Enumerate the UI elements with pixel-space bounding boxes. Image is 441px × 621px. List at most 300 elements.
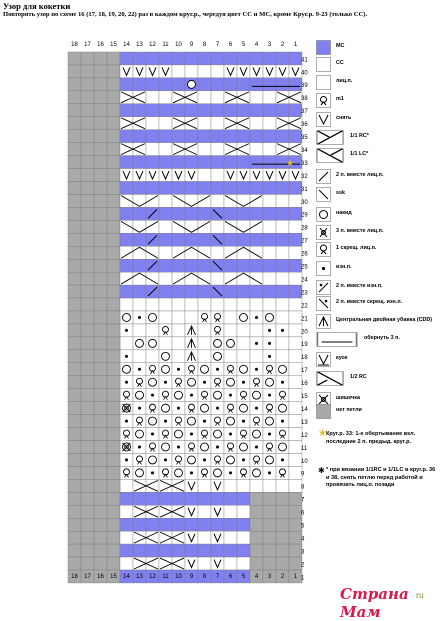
legend-label: 1 скрещ. лиц.п. <box>336 245 377 251</box>
chart-cell <box>276 337 289 350</box>
chart-cell <box>250 156 263 169</box>
chart-cell <box>276 363 289 376</box>
chart-cell <box>185 453 198 466</box>
chart-cell <box>185 207 198 220</box>
chart-cell <box>250 285 263 298</box>
no-stitch-cell <box>107 466 120 479</box>
chart-cell <box>263 156 276 169</box>
chart-cell <box>107 78 120 91</box>
purl-symbol <box>281 381 284 384</box>
chart-cell <box>211 492 224 505</box>
purl-symbol <box>255 342 258 345</box>
chart-cell <box>159 117 172 130</box>
chart-cell <box>198 428 211 441</box>
chart-cell <box>185 285 198 298</box>
chart-cell <box>94 259 107 272</box>
chart-cell <box>237 505 250 518</box>
chart-cell <box>146 298 159 311</box>
chart-cell <box>94 311 107 324</box>
chart-cell <box>185 441 198 454</box>
chart-cell <box>107 169 120 182</box>
chart-cell <box>237 402 250 415</box>
chart-cell <box>146 311 159 324</box>
purl-symbol <box>255 407 258 410</box>
chart-cell <box>237 363 250 376</box>
no-stitch-cell <box>107 428 120 441</box>
chart-cell <box>81 350 94 363</box>
chart-cell <box>120 78 133 91</box>
chart-cell <box>211 156 224 169</box>
chart-cell <box>198 466 211 479</box>
chart-cell <box>276 130 289 143</box>
chart-cell <box>237 233 250 246</box>
knit-icon <box>316 75 331 90</box>
chart-cell <box>172 389 185 402</box>
col-number-top: 5 <box>241 42 246 48</box>
chart-cell <box>237 441 250 454</box>
chart-cell <box>107 207 120 220</box>
row-number: 4 <box>301 536 305 543</box>
chart-cell <box>94 207 107 220</box>
col-number-bottom: 18 <box>71 574 78 580</box>
chart-cell <box>276 557 289 570</box>
chart-cell <box>224 441 237 454</box>
chart-cell <box>146 479 159 492</box>
chart-cell <box>185 182 198 195</box>
no-stitch-cell <box>107 311 120 324</box>
legend-label: 2 п. вместе лиц.п. <box>336 172 384 178</box>
chart-cell <box>276 350 289 363</box>
chart-cell <box>81 557 94 570</box>
chart-cell <box>198 492 211 505</box>
chart-cell <box>172 143 185 156</box>
chart-cell <box>185 194 198 207</box>
chart-cell <box>237 259 250 272</box>
chart-cell <box>159 285 172 298</box>
legend-label: шишечка <box>336 395 360 401</box>
chart-cell <box>94 428 107 441</box>
purl-symbol <box>255 445 258 448</box>
col-number-bottom: 1 <box>293 574 298 580</box>
chart-cell <box>172 337 185 350</box>
chart-cell <box>133 518 146 531</box>
chart-cell <box>250 415 263 428</box>
chart-cell <box>276 207 289 220</box>
chart-cell <box>185 156 198 169</box>
chart-cell <box>146 337 159 350</box>
chart-cell <box>224 415 237 428</box>
chart-cell <box>263 492 276 505</box>
col-number-bottom: 17 <box>84 574 91 580</box>
col-number-top: 15 <box>110 42 117 48</box>
chart-cell <box>68 156 81 169</box>
chart-cell <box>159 350 172 363</box>
chart-cell <box>237 246 250 259</box>
purl-symbol <box>268 394 271 397</box>
chart-cell <box>198 117 211 130</box>
row-number: 25 <box>301 264 308 271</box>
chart-cell <box>68 194 81 207</box>
legend-symbol <box>316 112 331 127</box>
chart-cell <box>250 233 263 246</box>
chart-cell <box>81 259 94 272</box>
purl-symbol <box>164 458 167 461</box>
chart-cell <box>81 285 94 298</box>
chart-cell <box>263 143 276 156</box>
chart-cell <box>68 505 81 518</box>
chart-cell <box>159 505 172 518</box>
chart-cell <box>276 428 289 441</box>
purl-symbol <box>190 433 193 436</box>
chart-cell <box>94 479 107 492</box>
chart-cell <box>133 194 146 207</box>
chart-cell <box>185 376 198 389</box>
chart-cell <box>133 246 146 259</box>
chart-cell <box>263 285 276 298</box>
chart-cell <box>211 415 224 428</box>
chart-cell <box>68 233 81 246</box>
chart-cell <box>172 78 185 91</box>
chart-cell <box>198 182 211 195</box>
chart-cell <box>224 492 237 505</box>
chart-cell <box>237 78 250 91</box>
no-stitch-cell <box>107 402 120 415</box>
col-number-bottom: 7 <box>215 574 220 580</box>
cc-swatch <box>316 57 331 72</box>
chart-cell <box>211 104 224 117</box>
no-stitch-cell <box>107 415 120 428</box>
legend-symbol <box>316 93 331 108</box>
chart-cell <box>146 78 159 91</box>
rc-icon <box>316 130 344 145</box>
chart-cell <box>250 207 263 220</box>
chart-cell <box>159 272 172 285</box>
chart-cell <box>68 117 81 130</box>
chart-cell <box>211 298 224 311</box>
chart-cell <box>185 298 198 311</box>
chart-cell <box>198 298 211 311</box>
chart-cell <box>107 298 120 311</box>
chart-cell <box>68 441 81 454</box>
chart-cell <box>250 544 263 557</box>
chart-cell <box>237 130 250 143</box>
chart-cell <box>224 557 237 570</box>
chart-cell <box>120 311 133 324</box>
chart-cell <box>68 492 81 505</box>
chart-cell <box>146 130 159 143</box>
chart-cell <box>146 143 159 156</box>
chart-cell <box>224 350 237 363</box>
chart-cell <box>133 220 146 233</box>
chart-cell <box>276 52 289 65</box>
chart-cell <box>68 350 81 363</box>
col-number-top: 17 <box>84 42 91 48</box>
col-number-top: 6 <box>228 42 233 48</box>
chart-cell <box>185 52 198 65</box>
chart-cell <box>237 298 250 311</box>
chart-cell <box>172 91 185 104</box>
p2tog-tbl-icon <box>316 296 331 311</box>
legend-symbol <box>316 352 331 367</box>
chart-cell <box>146 453 159 466</box>
chart-cell <box>237 518 250 531</box>
chart-cell <box>133 259 146 272</box>
chart-cell <box>185 233 198 246</box>
page-subtitle: Повторять узор по схеме 16 (17, 18, 19, 20, 22) раз в каждом круг.р., чередуя цвет СС и МС, кроме Круг.р. 9-23 (только СС). <box>3 11 368 18</box>
chart-cell <box>94 389 107 402</box>
chart-cell <box>107 246 120 259</box>
chart-cell <box>81 298 94 311</box>
chart-cell <box>211 169 224 182</box>
chart-cell <box>211 453 224 466</box>
chart-cell <box>172 233 185 246</box>
chart-cell <box>185 363 198 376</box>
chart-cell <box>224 531 237 544</box>
watermark-logo: Страна Мам <box>340 585 409 621</box>
chart-cell <box>107 259 120 272</box>
chart-cell <box>211 337 224 350</box>
chart-cell <box>81 441 94 454</box>
chart-cell <box>120 298 133 311</box>
chart-cell <box>81 220 94 233</box>
row-number: 36 <box>301 122 308 129</box>
chart-cell <box>172 466 185 479</box>
chart-cell <box>81 91 94 104</box>
chart-cell <box>81 65 94 78</box>
chart-cell <box>94 376 107 389</box>
chart-cell <box>68 324 81 337</box>
legend-label: СС <box>336 60 344 66</box>
chart-cell <box>185 65 198 78</box>
no-stitch-cell <box>107 479 120 492</box>
legend-label: m1 <box>336 96 344 102</box>
chart-cell <box>133 117 146 130</box>
chart-cell <box>120 337 133 350</box>
chart-cell <box>133 466 146 479</box>
chart-cell <box>237 143 250 156</box>
chart-cell <box>133 324 146 337</box>
chart-cell <box>263 453 276 466</box>
chart-cell <box>172 350 185 363</box>
chart-cell <box>250 117 263 130</box>
chart-cell <box>120 389 133 402</box>
purl-symbol <box>138 445 141 448</box>
chart-cell <box>276 91 289 104</box>
row-number: 13 <box>301 419 308 426</box>
chart-cell <box>120 466 133 479</box>
chart-cell <box>172 479 185 492</box>
chart-cell <box>224 518 237 531</box>
legend-label: МС <box>336 43 345 49</box>
chart-cell <box>120 156 133 169</box>
chart-cell <box>263 311 276 324</box>
chart-cell <box>224 233 237 246</box>
chart-cell <box>224 207 237 220</box>
chart-cell <box>276 78 289 91</box>
no-stitch-swatch <box>316 404 331 419</box>
chart-cell <box>276 441 289 454</box>
chart-cell <box>120 117 133 130</box>
chart-cell <box>276 531 289 544</box>
chart-cell <box>81 169 94 182</box>
legend-symbol <box>316 296 331 311</box>
chart-cell <box>172 492 185 505</box>
chart-cell <box>107 194 120 207</box>
rc12-icon <box>316 371 344 386</box>
purl-symbol <box>268 433 271 436</box>
legend-symbol <box>316 280 331 295</box>
chart-cell <box>81 376 94 389</box>
purl-symbol <box>281 329 284 332</box>
col-number-bottom: 3 <box>267 574 272 580</box>
chart-cell <box>198 78 211 91</box>
chart-cell <box>120 557 133 570</box>
chart-cell <box>198 52 211 65</box>
chart-cell <box>211 428 224 441</box>
chart-cell <box>211 376 224 389</box>
purl-symbol <box>229 394 232 397</box>
chart-cell <box>159 182 172 195</box>
chart-cell <box>250 298 263 311</box>
purl-symbol <box>177 368 180 371</box>
note-cables: * при вязании 1/1RC и 1/1LC в круг.р. 36 и 38, снять петлю перед работой и провязать лиц.п. позади <box>326 467 436 489</box>
chart-cell <box>94 130 107 143</box>
chart-cell <box>172 505 185 518</box>
chart-cell <box>81 453 94 466</box>
chart-cell <box>263 402 276 415</box>
chart-cell <box>263 182 276 195</box>
chart-cell <box>185 311 198 324</box>
chart-cell <box>120 518 133 531</box>
chart-cell <box>250 91 263 104</box>
chart-cell <box>276 518 289 531</box>
chart-cell <box>107 52 120 65</box>
chart-cell <box>120 52 133 65</box>
chart-cell <box>94 453 107 466</box>
chart-cell <box>172 415 185 428</box>
purl-symbol <box>125 420 128 423</box>
purl-symbol <box>125 458 128 461</box>
col-number-top: 2 <box>280 42 285 48</box>
chart-cell <box>159 337 172 350</box>
chart-cell <box>250 428 263 441</box>
chart-cell <box>276 233 289 246</box>
legend-symbol <box>316 261 331 276</box>
chart-cell <box>94 531 107 544</box>
chart-cell <box>198 169 211 182</box>
chart-cell <box>133 104 146 117</box>
chart-cell <box>94 65 107 78</box>
chart-cell <box>94 544 107 557</box>
chart-cell <box>94 557 107 570</box>
chart-cell <box>68 207 81 220</box>
chart-cell <box>211 246 224 259</box>
chart-cell <box>133 298 146 311</box>
chart-cell <box>276 272 289 285</box>
p2tog-icon <box>316 280 331 295</box>
purl-symbol <box>177 407 180 410</box>
chart-cell <box>81 143 94 156</box>
chart-cell <box>107 505 120 518</box>
chart-cell <box>68 259 81 272</box>
purl-symbol <box>138 407 141 410</box>
chart-cell <box>120 143 133 156</box>
chart-cell <box>120 492 133 505</box>
row-number: 5 <box>301 523 305 530</box>
chart-cell <box>237 104 250 117</box>
purl-symbol <box>229 433 232 436</box>
chart-cell <box>211 130 224 143</box>
col-number-bottom: 10 <box>175 574 182 580</box>
purl-symbol <box>229 471 232 474</box>
chart-cell <box>198 65 211 78</box>
chart-cell <box>133 376 146 389</box>
chart-cell <box>185 415 198 428</box>
chart-cell <box>276 389 289 402</box>
purl-symbol <box>242 381 245 384</box>
chart-cell <box>198 518 211 531</box>
chart-cell <box>224 156 237 169</box>
chart-cell <box>81 415 94 428</box>
chart-cell <box>146 441 159 454</box>
chart-cell <box>211 52 224 65</box>
legend-label: ssk <box>336 190 345 196</box>
chart-cell <box>120 130 133 143</box>
row-number: 14 <box>301 406 308 413</box>
chart-cell <box>224 544 237 557</box>
row-number: 12 <box>301 432 308 439</box>
chart-cell <box>185 91 198 104</box>
row-number: 30 <box>301 199 308 206</box>
row-number: 1 <box>301 575 305 582</box>
chart-cell <box>250 143 263 156</box>
twisted-icon <box>316 242 331 257</box>
chart-cell <box>198 233 211 246</box>
chart-cell <box>133 415 146 428</box>
chart-cell <box>237 389 250 402</box>
star-marker: ★ <box>286 157 295 168</box>
chart-cell <box>198 389 211 402</box>
purl-symbol <box>268 471 271 474</box>
chart-cell <box>81 233 94 246</box>
chart-cell <box>224 376 237 389</box>
purl-symbol <box>281 420 284 423</box>
chart-cell <box>159 402 172 415</box>
chart-cell <box>211 220 224 233</box>
star-icon: ★ <box>318 428 327 439</box>
chart-cell <box>159 233 172 246</box>
legend-label: снять <box>336 115 352 121</box>
chart-cell <box>198 143 211 156</box>
purl-symbol <box>203 458 206 461</box>
chart-cell <box>224 402 237 415</box>
chart-cell <box>224 91 237 104</box>
chart-cell <box>68 246 81 259</box>
chart-cell <box>107 233 120 246</box>
chart-cell <box>159 557 172 570</box>
chart-cell <box>237 182 250 195</box>
chart-cell <box>94 91 107 104</box>
chart-cell <box>68 363 81 376</box>
chart-cell <box>120 182 133 195</box>
chart-cell <box>224 285 237 298</box>
row-number: 8 <box>301 484 305 491</box>
chart-cell <box>120 428 133 441</box>
purl-symbol <box>255 368 258 371</box>
chart-cell <box>250 104 263 117</box>
chart-cell <box>237 428 250 441</box>
chart-cell <box>159 479 172 492</box>
